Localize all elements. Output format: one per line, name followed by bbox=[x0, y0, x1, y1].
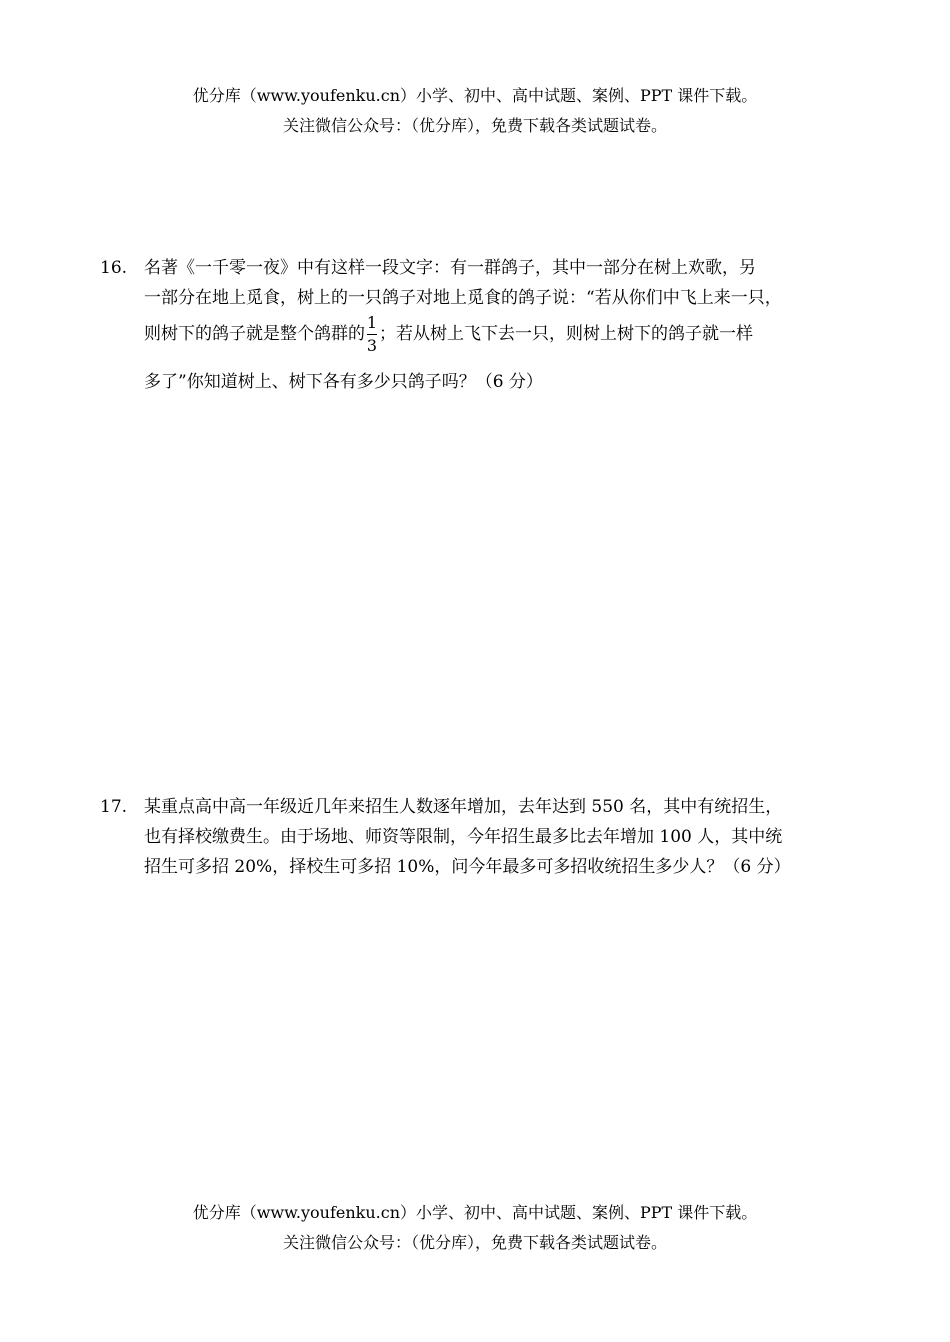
question-line: 某重点高中高一年级近几年来招生人数逐年增加，去年达到 550 名，其中有统招生， bbox=[144, 797, 783, 817]
fraction bbox=[366, 313, 378, 357]
header-line-1: 优分库（www.youfenku.cn）小学、初中、高中试题、案例、PPT 课件下载。 bbox=[192, 86, 758, 105]
fraction-line-before: 则树下的鸽子就是整个鸽群的 bbox=[144, 324, 365, 344]
fraction-line-after: ；若从树上飞下去一只，则树上树下的鸽子就一样 bbox=[379, 324, 753, 344]
footer-line-1: 优分库（www.youfenku.cn）小学、初中、高中试题、案例、PPT 课件下载。 bbox=[192, 1203, 758, 1222]
footer-line-2: 关注微信公众号：（优分库），免费下载各类试题试卷。 bbox=[282, 1233, 667, 1252]
question-line-with-fraction bbox=[144, 312, 753, 357]
question-line: 招生可多招 20%，择校生可多招 10%，问今年最多可多招收统招生多少人？（6 分） bbox=[144, 857, 791, 877]
fraction-bar bbox=[367, 334, 377, 335]
question-number: 16. bbox=[100, 258, 128, 278]
fraction-numerator: 1 bbox=[366, 312, 378, 332]
question-line: 也有择校缴费生。由于场地、师资等限制，今年招生最多比去年增加 100 人，其中统 bbox=[144, 827, 783, 847]
question-line: 一部分在地上觅食，树上的一只鸽子对地上觅食的鸽子说：“若从你们中飞上来一只， bbox=[144, 288, 782, 308]
question-line: 名著《一千零一夜》中有这样一段文字：有一群鸽子，其中一部分在树上欢歌，另 bbox=[144, 258, 756, 278]
question-number: 17. bbox=[100, 797, 128, 817]
fraction-denominator: 3 bbox=[366, 335, 378, 355]
question-line: 多了”你知道树上、树下各有多少只鸽子吗？（6 分） bbox=[144, 372, 543, 392]
header-line-2: 关注微信公众号：（优分库），免费下载各类试题试卷。 bbox=[282, 116, 667, 135]
